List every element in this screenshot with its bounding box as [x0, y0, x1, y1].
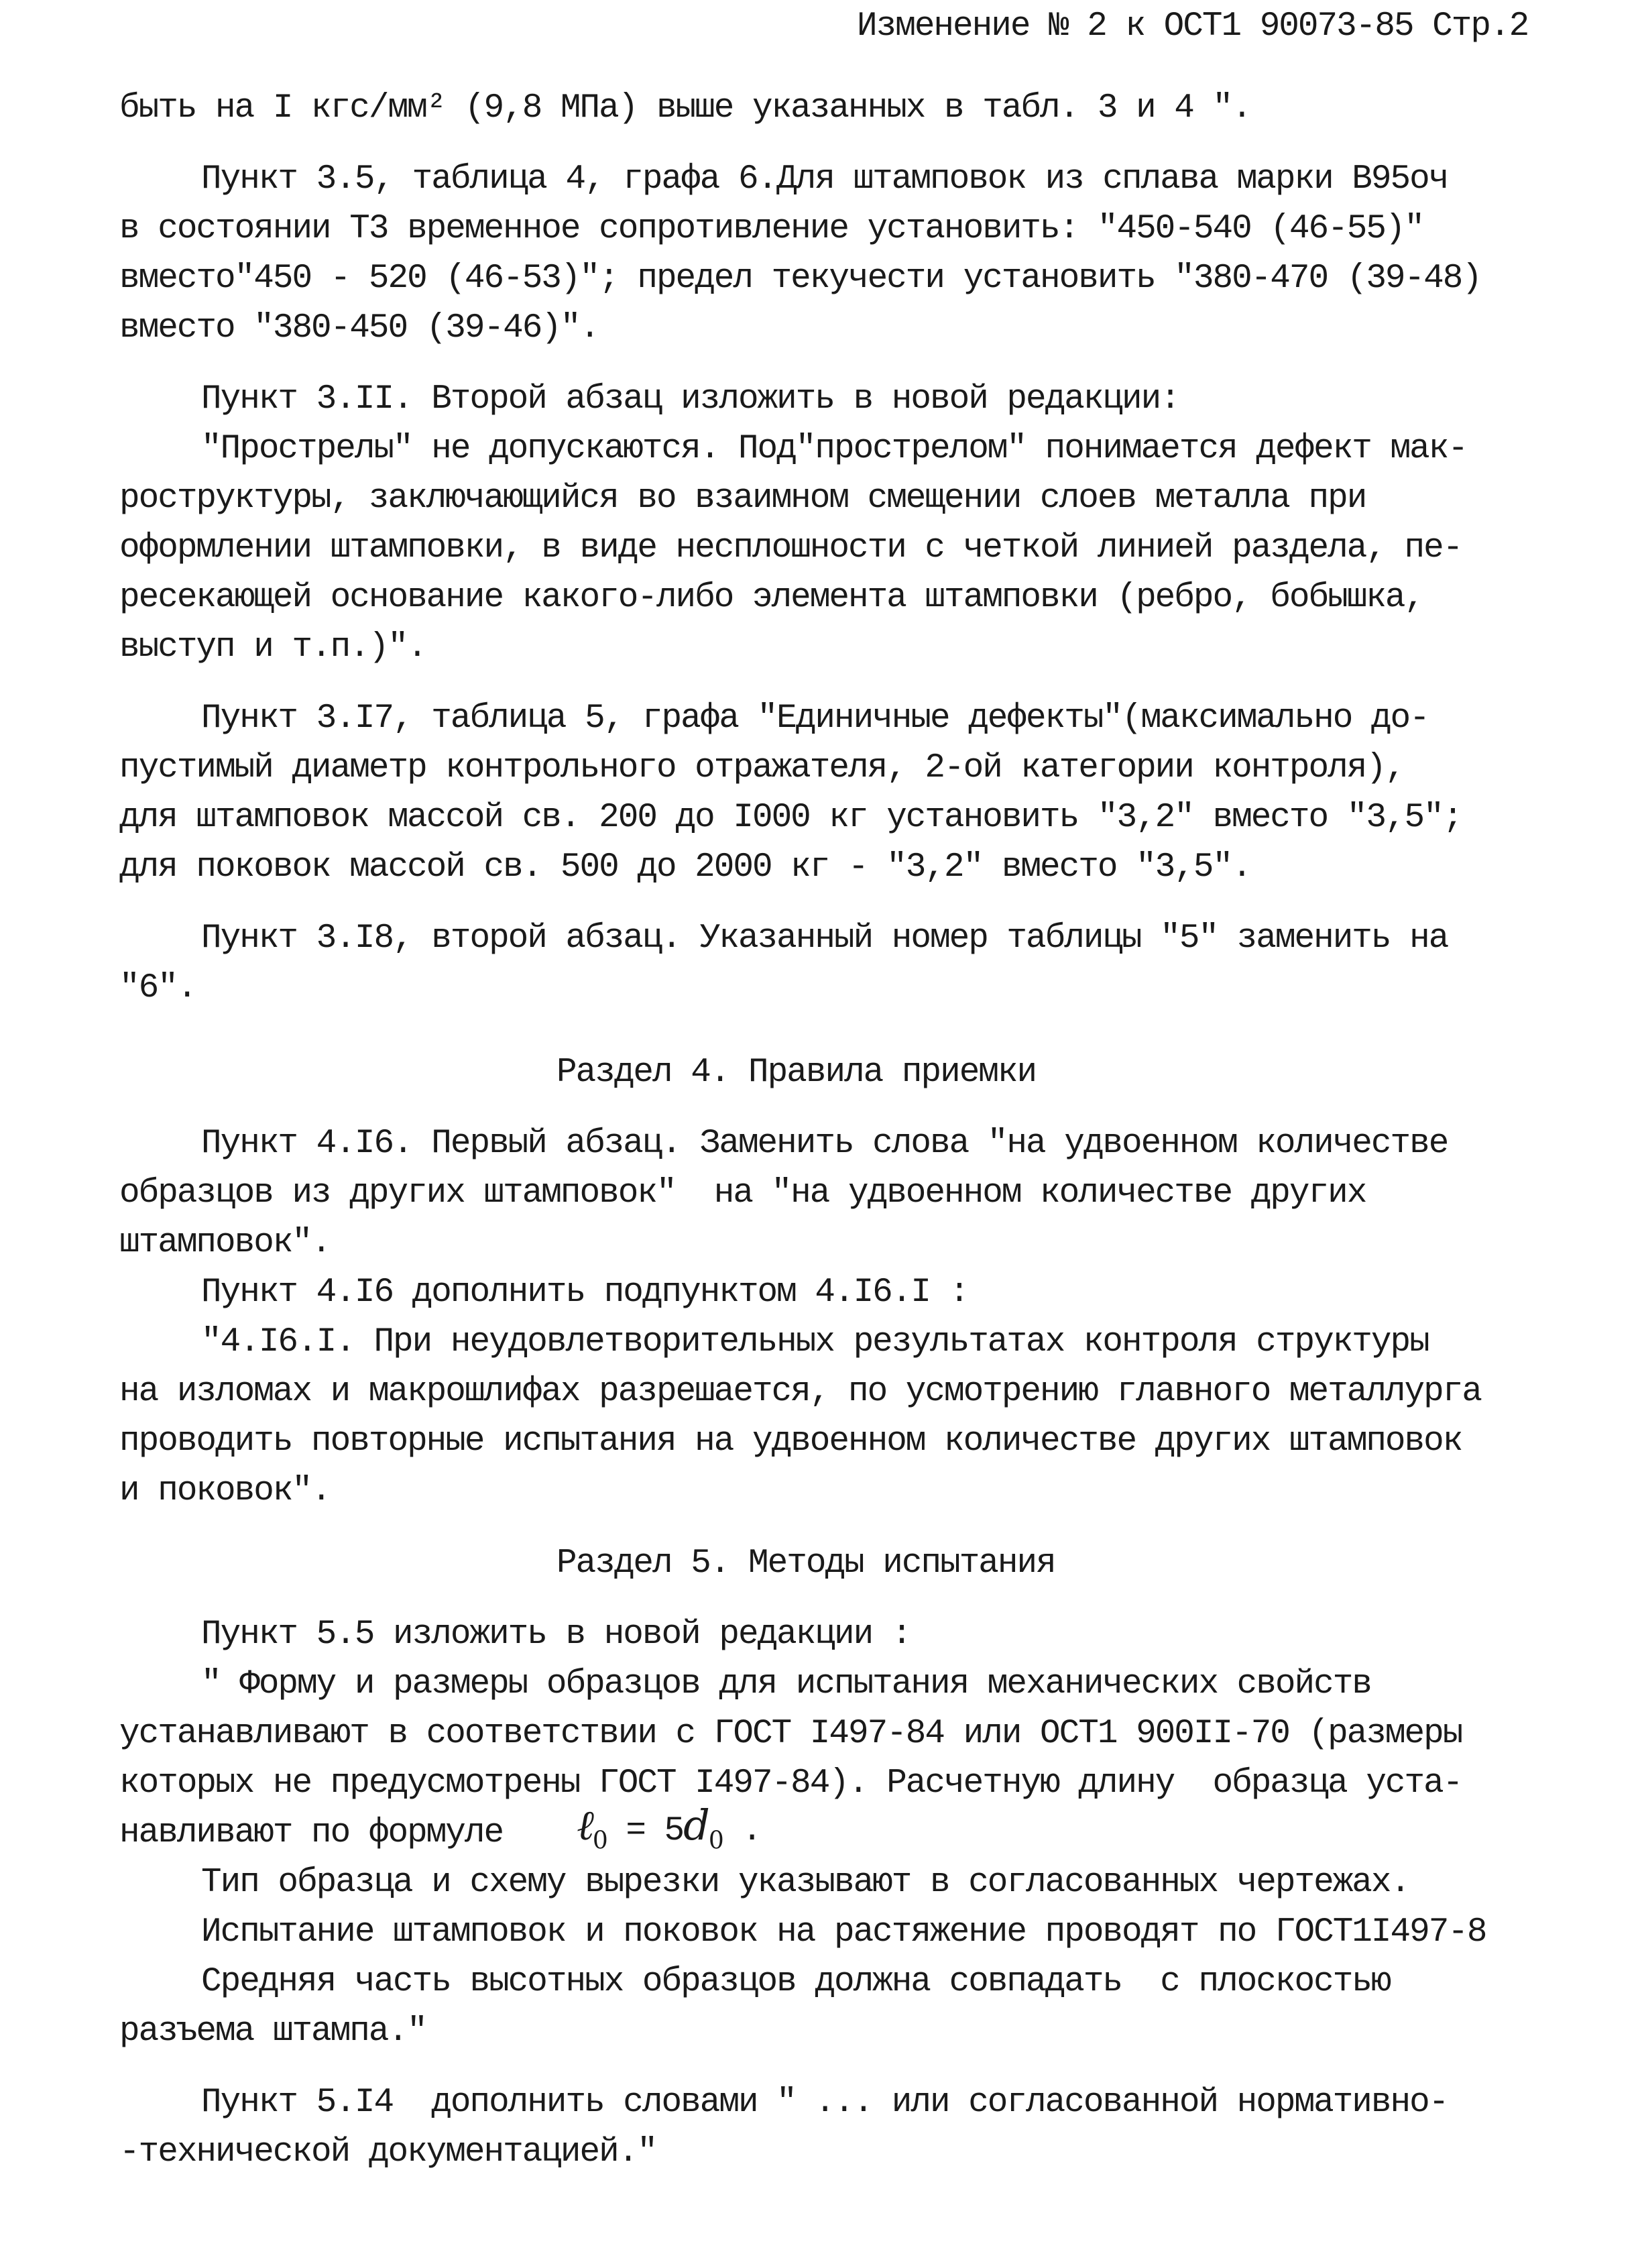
text-line: для поковок массой св. 500 до 2000 кг - "3,2" вместо "3,5".	[119, 848, 1251, 887]
text-line: вместо"450 - 520 (46-53)"; предел текучести установить "380-470 (39-48)	[119, 260, 1481, 298]
text-line: выступ и т.п.)".	[119, 628, 426, 667]
text-line: "Прострелы" не допускаются. Под"прострелом" понимается дефект мак-	[201, 430, 1467, 468]
text-line: Средняя часть высотных образцов должна совпадать с плоскостью	[201, 1963, 1391, 2001]
text-line: пустимый диаметр контрольного отражателя, 2-ой категории контроля),	[119, 749, 1405, 787]
page-header: Изменение № 2 к ОСТ1 90073-85 Стр.2	[857, 7, 1529, 46]
text-line: Пункт 3.I7, таблица 5, графа "Единичные дефекты"(максимально до-	[201, 699, 1429, 738]
text-line: разъема штампа."	[119, 2012, 426, 2051]
text-line: Пункт 3.I8, второй абзац. Указанный номер таблицы "5" заменить на	[201, 919, 1448, 958]
text-line: оформлении штамповки, в виде несплошности с четкой линией раздела, пе-	[119, 529, 1462, 567]
text-line: Пункт 4.I6. Первый абзац. Заменить слова "на удвоенном количестве	[201, 1125, 1448, 1163]
formula-l-sub: 0	[592, 1827, 607, 1855]
formula-d-sub: 0	[708, 1827, 723, 1855]
text-line: Пункт 3.5, таблица 4, графа 6.Для штамповок из сплава марки В95оч	[201, 160, 1448, 199]
formula-d: d	[683, 1801, 709, 1850]
text-line: которых не предусмотрены ГОСТ I497-84). Расчетную длину образца уста-	[119, 1764, 1462, 1803]
text-line: и поковок".	[119, 1472, 331, 1510]
text-line: Испытание штамповок и поковок на растяжение проводят по ГОСТ1I497-8	[201, 1913, 1486, 1951]
text-line: ресекающей основание какого-либо элемента штамповки (ребро, бобышка,	[119, 579, 1424, 617]
text-line: быть на I кгс/мм² (9,8 МПа) выше указанных в табл. 3 и 4 ".	[119, 89, 1251, 127]
text-line: "4.I6.I. При неудовлетворительных результатах контроля структуры	[201, 1323, 1429, 1361]
text-line: образцов из других штамповок" на "на удвоенном количестве других	[119, 1174, 1366, 1212]
formula-l: ℓ	[577, 1801, 593, 1850]
text-line: -технической документацией."	[119, 2133, 656, 2171]
text-line: для штамповок массой св. 200 до I000 кг установить "3,2" вместо "3,5";	[119, 799, 1462, 837]
text-line: "6".	[119, 969, 196, 1007]
text-line: устанавливают в соответствии с ГОСТ I497-84 или ОСТ1 900II-70 (размеры	[119, 1715, 1462, 1753]
section-heading: Раздел 5. Методы испытания	[556, 1544, 1055, 1583]
text-line: роструктуры, заключающийся во взаимном смещении слоев металла при	[119, 479, 1366, 518]
text-line: на изломах и макрошлифах разрешается, по усмотрению главного металлурга	[119, 1373, 1481, 1411]
text-line: навливают по формуле	[119, 1814, 504, 1852]
text-line: вместо "380-450 (39-46)".	[119, 309, 599, 347]
formula	[577, 1801, 761, 1862]
text-line: Пункт 5.I4 дополнить словами " ... или согласованной нормативно-	[201, 2084, 1448, 2122]
text-line: Пункт 3.II. Второй абзац изложить в новой редакции:	[201, 380, 1179, 418]
section-heading: Раздел 4. Правила приемки	[556, 1054, 1037, 1092]
text-line: " Форму и размеры образцов для испытания механических свойств	[201, 1665, 1371, 1703]
formula-eq: = 5	[606, 1812, 684, 1850]
text-line: штамповок".	[119, 1224, 331, 1262]
text-line: проводить повторные испытания на удвоенном количестве других штамповок	[119, 1422, 1462, 1461]
text-line: в состоянии Т3 временное сопротивление установить: "450-540 (46-55)"	[119, 210, 1424, 248]
text-line: Тип образца и схему вырезки указывают в согласованных чертежах.	[201, 1864, 1410, 1902]
formula-dot: .	[722, 1812, 761, 1850]
text-line: Пункт 5.5 изложить в новой редакции :	[201, 1615, 911, 1654]
text-line: Пункт 4.I6 дополнить подпунктом 4.I6.I :	[201, 1273, 969, 1312]
